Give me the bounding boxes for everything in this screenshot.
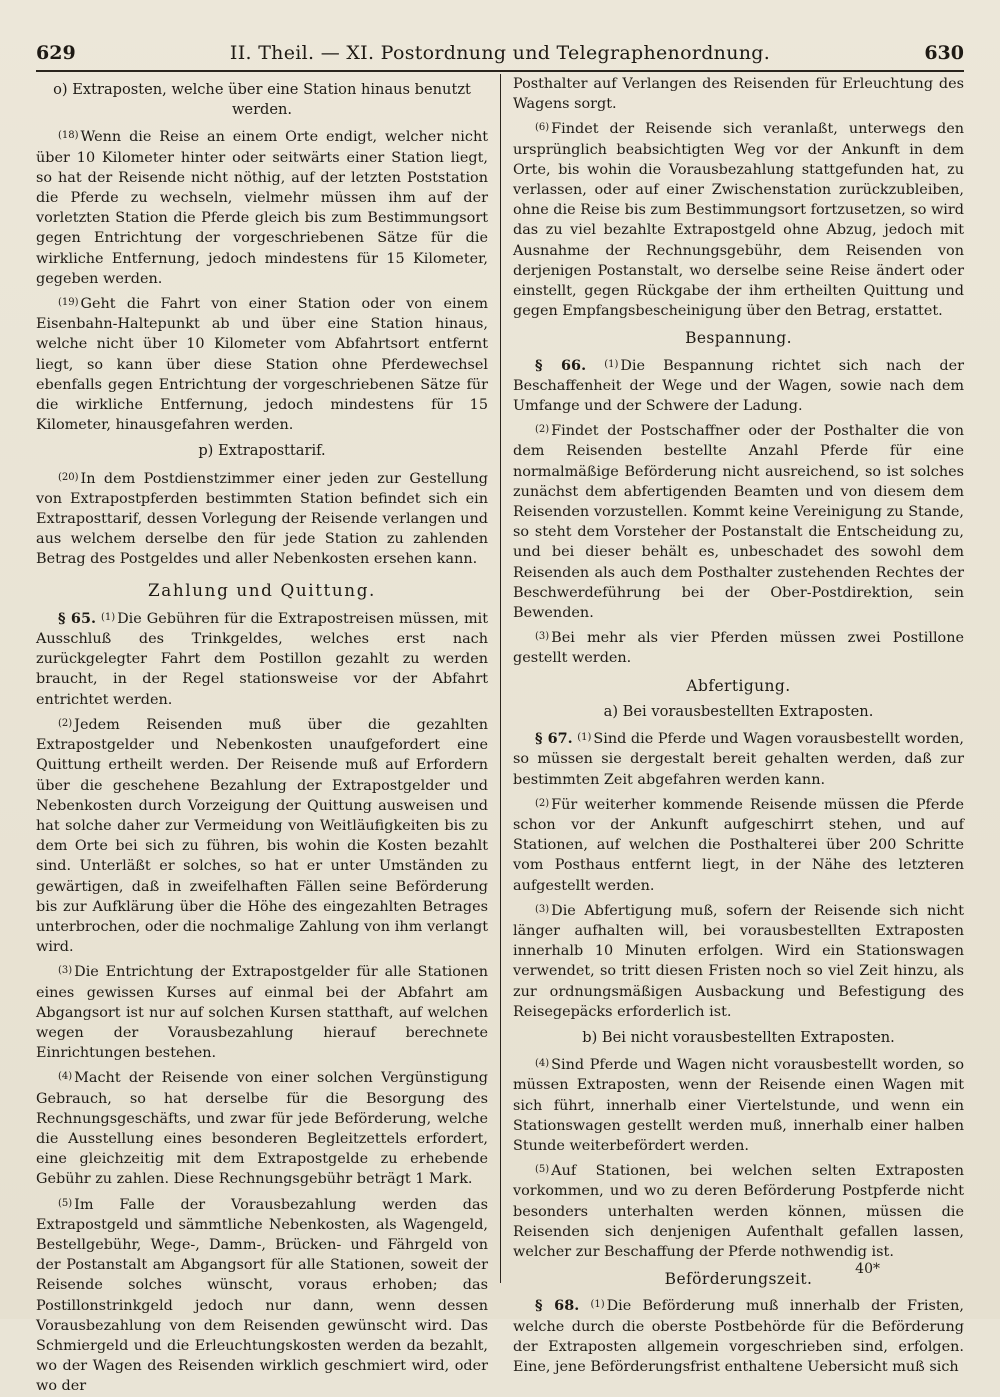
paragraph-20: $^{(20)}$ In dem Postdienstzimmer einer jeden zur Gestellung von Extrapostpferden bestimmten Station befindet sich ein Extraposttarif, dessen Vorlegung der Reisende verlangen und aus welchem derselbe den für jede Station zu zahlenden Betrag des Postgeldes und aller Nebenkosten ersehen kann. xyxy=(36,470,488,568)
section-65-paragraph-1: § 65. $^{(1)}$ Die Gebühren für die Extrapostreisen müssen, mit Ausschluß des Trinkgeldes, welches erst nach zurückgelegter Fahrt dem Postillon gezahlt zu werden braucht, in der Regel stationsweise vor der Abfahrt entrichtet werden. xyxy=(36,609,489,708)
section-65-paragraph-5: $^{(5)}$ Im Falle der Vorausbezahlung werden das Extrapostgeld und sämmtliche Nebenkosten, als Wagengeld, Bestellgebühr, Wege-, Damm-, Brücken- und Fährgeld von der Postanstalt am Abgangsort für alle Stationen, soweit der Reisende solches wünscht, voraus erhoben; das Postillonstrinkgeld jedoch nur dann, wenn dessen Vorausbezahlung von dem Reisenden gewünscht wird. Das Schmiergeld und die Erleuchtungskosten werden da bezahlt, wo der Wagen des Reisenden wirklich geschmiert wird, oder wo der xyxy=(36,1196,488,1395)
page-number-left: 629 xyxy=(36,42,76,64)
paragraph-marker: (6) xyxy=(535,122,550,134)
section-number: § 65. xyxy=(58,609,96,627)
paragraph-marker: (3) xyxy=(535,903,550,915)
heading-zahlung-und-quittung: Zahlung und Quittung. xyxy=(148,579,376,600)
paragraph-marker: (19) xyxy=(58,297,79,309)
section-65-paragraph-4: $^{(4)}$ Macht der Reisende von einer solchen Vergünstigung Gebrauch, so hat derselbe für die Besorgung des Rechnungsgeschäfts, und zwar für jede Beförderung, welche die Ausstellung eines besonderen Begleitzettels erfordert, eine gleichzeitig mit dem Extrapostgelde zu erhebende Gebühr zu zahlen. Diese Rechnungsgebühr beträgt 1 Mark. xyxy=(36,1070,488,1188)
sheet-signature: 40* xyxy=(855,1261,880,1277)
section-65-paragraph-6: $^{(6)}$ Findet der Reisende sich veranlaßt, unterwegs den ursprünglich beabsichtigten Weg vor der Ankunft in dem Orte, bis wohin die Vorausbezahlung stattgefunden hat, zu verlassen, oder auf einer Zwischenstation zurückzubleiben, ohne die Reise bis zum Bestimmungsort fortzusetzen, so wird das zu viel bezahlte Extrapostgeld ohne Abzug, jedoch mit Ausnahme der Rechnungsgebühr, dem Reisenden von derjenigen Postanstalt, wo derselbe seine Reise ändert oder einstellt, gegen Rückgabe der ihm ertheilten Quittung und gegen Empfangsbescheinigung über den Betrag, erstattet. xyxy=(513,121,964,320)
section-68-paragraph-1: § 68. $^{(1)}$ Die Beförderung muß innerhalb der Fristen, welche durch die oberste Postbehörde für die Beförderung der Extraposten allgemein vorgeschrieben sind, erfolgen. Eine, jene Beförderungsfrist enthaltene Uebersicht muß sich xyxy=(513,1297,964,1375)
continued-text: Posthalter auf Verlangen des Reisenden für Erleuchtung des Wagens sorgt. xyxy=(513,76,964,113)
heading-nicht-vorausbestellte-extraposten: b) Bei nicht vorausbestellten Extraposten. xyxy=(582,1028,895,1046)
paragraph-marker: (2) xyxy=(58,717,73,729)
paragraph-18: $^{(18)}$ Wenn die Reise an einem Orte endigt, welcher nicht über 10 Kilometer hinter oder seitwärts einer Station liegt, so hat der Reisende nicht nöthig, auf der letzten Poststation die Pferde zu wechseln, vielmehr müssen ihm auf der vorletzten Station die Pferde gleich bis zum Bestimmungsort gegen Entrichtung der vorgeschriebenen Sätze für die wirkliche Entfernung, jedoch mindestens für 15 Kilometer, gegeben werden. xyxy=(36,129,488,287)
paragraph-marker: (4) xyxy=(535,1058,550,1070)
paragraph-marker: (4) xyxy=(58,1071,73,1083)
paragraph-marker: (5) xyxy=(535,1164,550,1176)
paragraph-marker: (3) xyxy=(535,631,550,643)
running-title: II. Theil. — XI. Postordnung und Telegraphenordnung. xyxy=(229,42,771,64)
heading-befoerderungszeit: Beförderungszeit. xyxy=(664,1270,813,1289)
section-66-paragraph-3: $^{(3)}$ Bei mehr als vier Pferden müssen zwei Postillone gestellt werden. xyxy=(513,630,964,667)
page-number-right: 630 xyxy=(924,42,964,64)
paragraph-marker: (1) xyxy=(100,611,116,623)
section-67-paragraph-1: § 67. $^{(1)}$ Sind die Pferde und Wagen vorausbestellt worden, so müssen sie dergestalt bereit gehalten werden, daß zur bestimmten Zeit abgefahren werden kann. xyxy=(513,730,965,788)
section-number: § 68. xyxy=(535,1297,580,1315)
heading-abfertigung: Abfertigung. xyxy=(686,676,791,695)
heading-vorausbestellte-extraposten: a) Bei vorausbestellten Extraposten. xyxy=(603,702,874,720)
paragraph-marker: (20) xyxy=(58,471,79,483)
heading-extraposten-ueber-station: o) Extraposten, welche über eine Station hinaus benutzt werden. xyxy=(53,81,471,119)
paragraph-marker: (5) xyxy=(58,1197,73,1209)
section-67-paragraph-2: $^{(2)}$ Für weiterher kommende Reisende müssen die Pferde schon vor der Ankunft aufgeschirrt stehen, und auf Stationen, auf welchen die Posthalterei über 200 Schritte vom Posthaus entfernt liegt, in der Nähe des letzteren aufgestellt werden. xyxy=(513,796,964,894)
section-67-paragraph-3: $^{(3)}$ Die Abfertigung muß, sofern der Reisende sich nicht länger aufhalten will, bei vorausbestellten Extraposten innerhalb 10 Minuten erfolgen. Wird ein Stationswagen verwendet, so tritt diesen Fristen noch so viel Zeit hinzu, als zur ordnungsmäßigen Ausbackung und Befestigung des Reisegepäcks erforderlich ist. xyxy=(513,902,964,1020)
text-columns xyxy=(36,74,965,1395)
page-header xyxy=(36,36,964,72)
paragraph-marker: (1) xyxy=(590,1299,605,1311)
section-number: § 67. xyxy=(535,730,573,748)
paragraph-marker: (2) xyxy=(535,424,550,436)
section-67-paragraph-5: $^{(5)}$ Auf Stationen, bei welchen selten Extraposten vorkommen, und wo zu deren Beförderung Postpferde nicht besonders unterhalten werden können, müssen die Reisenden sich denjenigen Aufenthalt gefallen lassen, welcher zur Beschaffung der Pferde nothwendig ist. xyxy=(513,1163,964,1260)
paragraph-marker: (2) xyxy=(535,797,550,809)
section-65-paragraph-3: $^{(3)}$ Die Entrichtung der Extrapostgelder für alle Stationen eines gewissen Kurses auf einmal bei der Abfahrt am Abgangsort ist nur auf solchen Kursen statthaft, auf welchen wegen der Vorausbezahlung hierauf berechnete Einrichtungen bestehen. xyxy=(36,964,488,1062)
section-67-paragraph-4: $^{(4)}$ Sind Pferde und Wagen nicht vorausbestellt worden, so müssen Extraposten, wenn der Reisende einen Wagen mit sich führt, innerhalb einer Viertelstunde, und wenn ein Stationswagen gestellt werden muß, innerhalb einer halben Stunde weiterbefördert werden. xyxy=(513,1057,964,1154)
paragraph-marker: (3) xyxy=(58,965,73,977)
heading-bespannung: Bespannung. xyxy=(685,329,792,348)
section-65-paragraph-2: $^{(2)}$ Jedem Reisenden muß über die gezahlten Extrapostgelder und Nebenkosten unaufgefordert eine Quittung ertheilt werden. Der Reisende muß auf Erfordern über die geschehene Bezahlung der Extrapostgelder und Nebenkosten durch Vorzeigung der Quittung ausweisen und hat solche daher zur Vermeidung von Weitläufigkeiten bis zu dem Orte bei sich zu führen, bis wohin die Kosten bezahlt sind. Unterläßt er solches, so hat er unter Umständen zu gewärtigen, daß in zweifelhaften Fällen seine Beförderung bis zur Aufklärung über die Höhe des eingezahlten Betrages unterbrochen, oder die nochmalige Zahlung von ihm verlangt wird. xyxy=(36,716,488,956)
section-number: § 66. xyxy=(535,356,587,374)
section-66-paragraph-2: $^{(2)}$ Findet der Postschaffner oder der Posthalter die von dem Reisenden bestellte Anzahl Pferde für eine normalmäßige Beförderung nicht ausreichend, so ist solches zunächst dem abfertigenden Beamten und von diesem dem Reisenden vorzustellen. Kommt keine Vereinigung zu Stande, so steht dem Vorsteher der Postanstalt die Entscheidung zu, und bei dieser behält es, unbeschadet des sowohl dem Reisenden als auch dem Posthalter zustehenden Rechtes der Beschwerdeführung bei der Ober-Postdirektion, sein Bewenden. xyxy=(513,423,964,622)
heading-extraposttarif: p) Extraposttarif. xyxy=(198,442,326,460)
paragraph-marker: (1) xyxy=(577,732,592,744)
right-column xyxy=(500,74,965,1375)
paragraph-19: $^{(19)}$ Geht die Fahrt von einer Station oder von einem Eisenbahn-Haltepunkt ab und über eine Station hinaus, welche nicht über 10 Kilometer vom Abfahrtsort entfernt liegt, so kann über diese Station ohne Pferdewechsel ebenfalls gegen Entrichtung der vorgeschriebenen Sätze für die wirkliche Entfernung, jedoch mindestens für 15 Kilometer, hinausgefahren werden. xyxy=(36,296,488,434)
paragraph-marker: (1) xyxy=(604,358,619,370)
left-column xyxy=(36,74,500,1395)
section-66-paragraph-1: § 66. $^{(1)}$ Die Bespannung richtet sich nach der Beschaffenheit der Wege und der Wagen, sowie nach dem Umfange und der Schwere der Ladung. xyxy=(513,356,964,415)
paragraph-marker: (18) xyxy=(58,130,79,142)
